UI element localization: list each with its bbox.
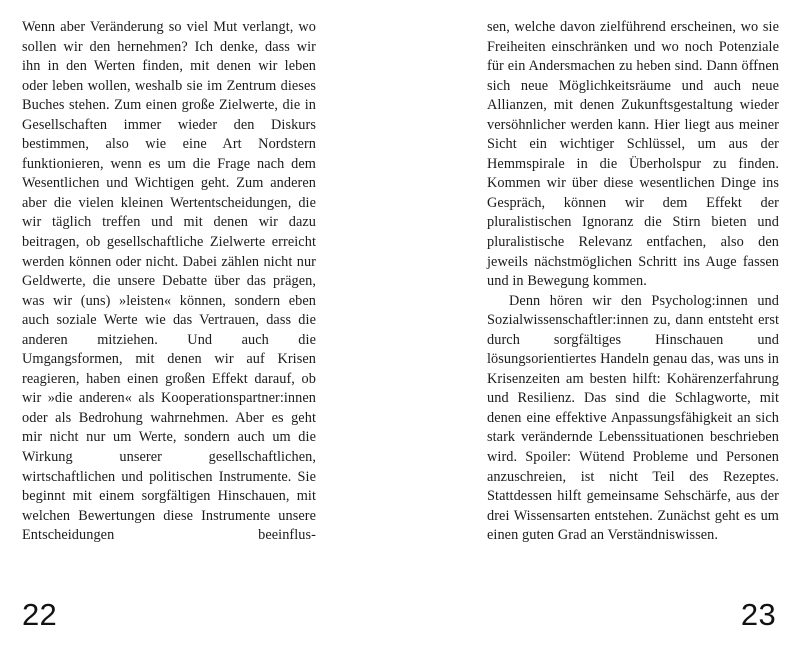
- page-right: [399, 0, 798, 648]
- paragraph: Wenn aber Veränderung so viel Mut verlangt, wo sollen wir den hernehmen? Ich denke, dass wir ihn in den Werten finden, mit denen wir leben oder leben wollen, weshalb sie im Zentrum dieses Buches stehen. Zum einen große Zielwerte, die in Gesellschaften immer wieder den Diskurs bestimmen, also wie eine Art Nordstern funktionieren, wenn es um die Frage nach dem Wesentlichen und Wichtigen geht. Zum anderen aber die vielen kleinen Wertentscheidungen, die wir täglich treffen und mit denen wir dazu beitragen, ob gesellschaftliche Zielwerte erreicht werden können oder nicht. Dabei zählen nicht nur Geldwerte, die unsere Debatte über das prägen, was wir (uns) »leisten« können, sondern eben auch soziale Werte wie das Vertrauen, dass die anderen mitziehen. Und auch die Umgangsformen, mit denen wir auf Krisen reagieren, haben einen großen Effekt darauf, ob wir »die anderen« als Kooperationspartner:innen oder als Bedrohung wahrnehmen. Aber es geht mir nicht nur um Werte, sondern auch um die Wirkung unserer gesellschaftlichen, wirtschaftlichen und politischen Instrumente. Sie beginnt mit einem sorgfältigen Hinschauen, mit welchen Bewertungen diese Instrumente unsere Entscheidungen beeinflus-: [22, 19, 316, 544]
- page-number-right: 23: [740, 597, 776, 632]
- page-number-left: 22: [22, 597, 58, 632]
- body-text-left: [22, 18, 316, 546]
- paragraph: sen, welche davon zielführend erscheinen, wo sie Freiheiten einschränken und wo noch Potenziale für ein Andersmachen zu heben sind. Dann öffnen sich neue Möglichkeitsräume und auch neue Allianzen, mit denen Zukunftsgestaltung wieder versöhnlicher werden kann. Hier liegt aus meiner Sicht ein wichtiger Schlüssel, um aus der Hemmspirale in die Überholspur zu finden. Kommen wir über diese wesentlichen Dinge ins Gespräch, können wir dem Effekt der pluralistischen Ignoranz die Stirn bieten und pluralistische Relevanz entfachen, also den jeweils nächstmöglichen Schritt ins Auge fassen und in Bewegung kommen.: [487, 19, 779, 290]
- paragraph: Denn hören wir den Psycholog:innen und Sozialwissenschaftler:innen zu, dann entsteht erst durch sorgfältiges Hinschauen und lösungsorientiertes Handeln genau das, was uns in Krisenzeiten am besten hilft: Kohärenzerfahrung und Resilienz. Das sind die Schlagworte, mit denen eine effektive Anpassungsfähigkeit an sich stark verändernde Lebenssituationen beschrieben wird. Spoiler: Wütend Probleme und Personen anzuschreien, ist nicht Teil des Rezeptes. Stattdessen hilft gemeinsame Sehschärfe, aus der drei Wissensarten entstehen. Zunächst geht es um einen guten Grad an Verständniswissen.: [487, 292, 779, 544]
- body-text-right: [487, 18, 779, 546]
